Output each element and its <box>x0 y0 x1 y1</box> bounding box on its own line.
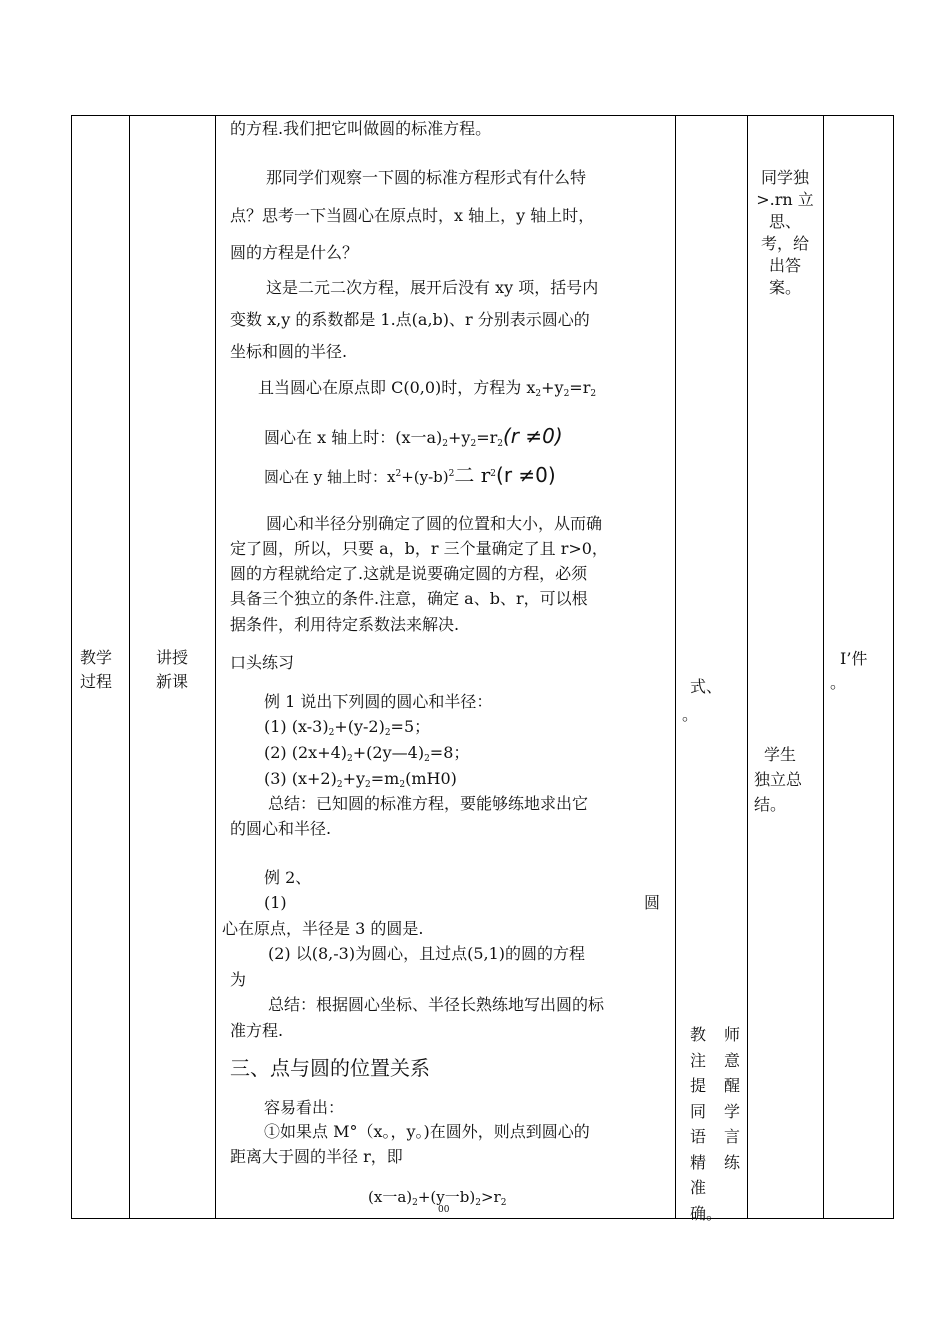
equation-origin: 且当圆心在原点即 C(0,0)时，方程为 $x_2+y_2=r_2$ <box>258 378 597 399</box>
media-dot: 。 <box>830 673 847 692</box>
summary-2-line-2: 准方程. <box>230 1021 284 1040</box>
summary-1-line-2: 的圆心和半径. <box>230 819 332 838</box>
paragraph-determine-1: 圆心和半径分别确定了圆的位置和大小，从而确 <box>266 514 603 533</box>
paragraph-determine-4: 具备三个独立的条件.注意，确定 a、b、r，可以根 <box>230 589 588 608</box>
example-2-item-2-tail: 为 <box>230 970 247 989</box>
example-2-item-1-text: 心在原点，半径是 3 的圆是. <box>222 919 424 938</box>
example-1-item-1: (1) $(x-3)_2+(y-2)_2=5$； <box>264 717 431 738</box>
point-outside-line-1: ①如果点 M°（x。，y。)在圆外，则点到圆心的 <box>264 1122 590 1141</box>
equation-x-axis: 圆心在 x 轴上时：(x一$a)_2+y_2=r_2(r \ne 0)$ <box>264 424 563 449</box>
phase-label: 讲授 新课 <box>156 648 189 691</box>
teacher-note-left: 教 注 提 同 语 精 准 确。 <box>690 1025 723 1223</box>
table-row <box>72 116 894 1219</box>
point-outside-line-2: 距离大于圆的半径 r，即 <box>230 1147 403 1166</box>
media-cell <box>824 116 894 1219</box>
student-think-note: 同学独 >.rn 立 思、 考，给 出答 案。 <box>756 168 814 297</box>
inequality-subscript: 00 <box>438 1205 450 1215</box>
student-summary-note: 学生 独立总 结。 <box>754 745 803 814</box>
example-2-item-1-tail: 圆 <box>644 893 661 912</box>
form-dot: 。 <box>682 705 699 724</box>
stage-cell <box>72 116 130 1219</box>
paragraph-quadratic-2: 变数 x,y 的系数都是 1.点(a,b)、r 分别表示圆心的 <box>230 310 590 329</box>
paragraph-quadratic-1: 这是二元二次方程，展开后没有 xy 项，括号内 <box>266 278 599 297</box>
example-1-title: 例 1 说出下列圆的圆心和半径： <box>264 692 493 711</box>
paragraph-observe-2: 点？思考一下当圆心在原点时，x 轴上，y 轴上时， <box>230 206 595 225</box>
equation-y-axis: 圆心在 y 轴上时：$x^2+(y-b)^2$二 $r^2(r \ne 0)$ <box>264 463 556 487</box>
paragraph-observe-3: 圆的方程是什么？ <box>230 243 359 262</box>
example-1-item-3: (3) $(x+2)_2+y_2=m_2(mH0)$ <box>264 769 457 790</box>
content-cell <box>216 116 676 1219</box>
summary-2-line-1: 总结：根据圆心坐标、半径长熟练地写出圆的标 <box>268 995 605 1014</box>
inequality-outside: (x一$a)_2+(y$一$b)_2>r_2$ <box>368 1188 507 1208</box>
paragraph-determine-3: 圆的方程就给定了.这就是说要确定圆的方程，必须 <box>230 564 588 583</box>
example-1-item-2: (2) $(2x+4)_2+(2y—4)_2=8$； <box>264 743 470 764</box>
student-cell <box>748 116 824 1219</box>
teacher-note-right: 师 意 醒 学 言 练 <box>724 1025 741 1172</box>
paragraph-quadratic-3: 坐标和圆的半径. <box>230 342 348 361</box>
example-2-item-2: (2) 以(8,-3)为圆心，且过点(5,1)的圆的方程 <box>268 944 586 963</box>
paragraph-determine-2: 定了圆，所以，只要 a，b，r 三个量确定了且 r>0， <box>230 539 608 558</box>
paragraph-standard-eq: 的方程.我们把它叫做圆的标准方程。 <box>230 119 492 138</box>
lesson-table <box>71 115 894 1223</box>
stage-label: 教学 过程 <box>80 648 113 691</box>
paragraph-observe-1: 那同学们观察一下圆的标准方程形式有什么特 <box>266 168 587 187</box>
example-2-item-1-num: (1) <box>264 893 287 912</box>
form-note: 式、 <box>690 677 723 696</box>
summary-1-line-1: 总结：已知圆的标准方程，要能够练地求出它 <box>268 794 589 813</box>
paragraph-determine-5: 据条件，利用待定系数法来解决. <box>230 615 460 634</box>
easy-to-see: 容易看出： <box>264 1098 345 1117</box>
example-2-title: 例 2、 <box>264 868 312 887</box>
oral-practice-heading: 口头练习 <box>230 653 295 672</box>
media-note: I’件 <box>840 649 868 668</box>
teacher-cell <box>676 116 748 1223</box>
phase-cell <box>130 116 216 1219</box>
section-3-heading: 三、点与圆的位置关系 <box>230 1056 430 1080</box>
